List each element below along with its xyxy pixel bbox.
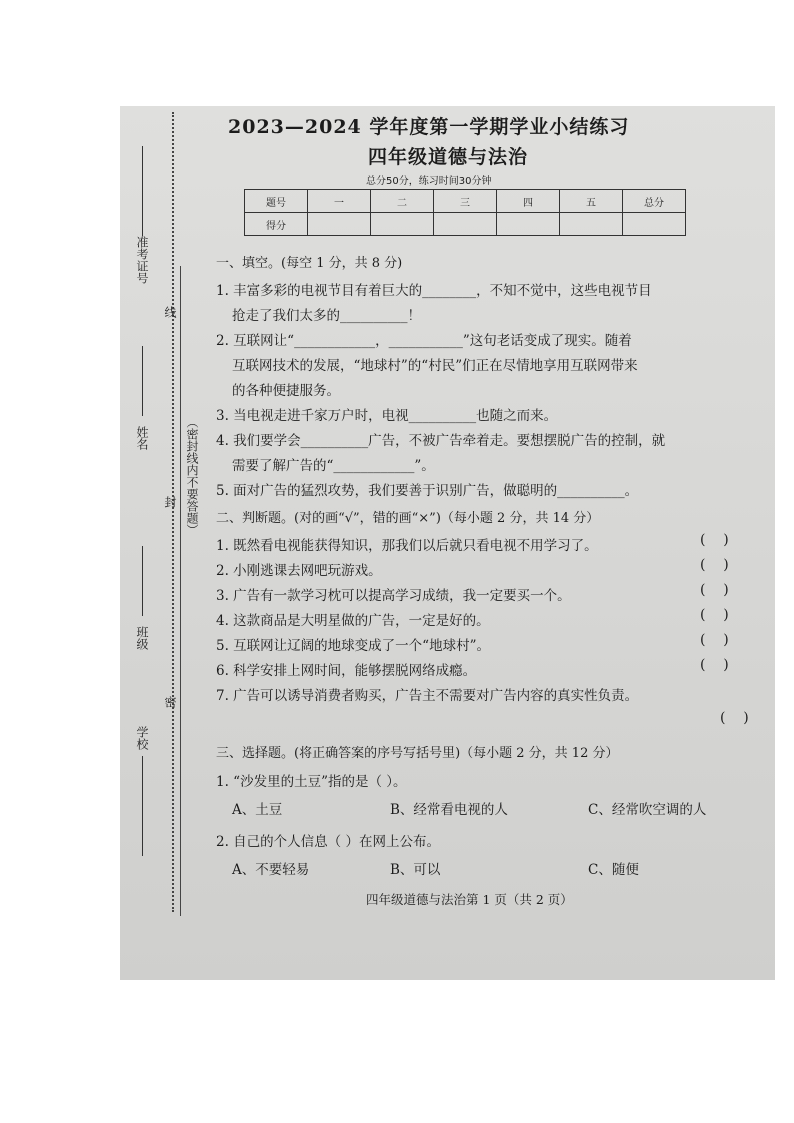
fill-line: 5. 面对广告的猛烈攻势，我们要善于识别广告，做聪明的__________。 [216, 483, 639, 499]
fill-line: 4. 我们要学会__________广告，不被广告牵着走。要想摆脱广告的控制，就 [216, 433, 666, 449]
score-cell: 五 [560, 190, 623, 213]
judge-answer-paren[interactable]: ( ) [700, 632, 729, 648]
choice-option[interactable]: B、可以 [390, 862, 441, 878]
choice-option[interactable]: A、不要轻易 [232, 862, 310, 878]
section2-heading: 二、判断题。(对的画“√”，错的画“×”)（每小题 2 分，共 14 分） [216, 511, 600, 526]
score-input-1[interactable] [308, 213, 371, 236]
xian-label: 线 [163, 306, 177, 318]
score-input-3[interactable] [434, 213, 497, 236]
choice-question-2: 2. 自己的个人信息（ ）在网上公布。 [216, 834, 440, 850]
judge-item: 6. 科学安排上网时间，能够摆脱网络成瘾。 [216, 663, 477, 679]
exam-title: 2023—2024 学年度第一学期学业小结练习 [228, 116, 630, 138]
choice-option[interactable]: B、经常看电视的人 [390, 802, 508, 818]
solid-seal-line [180, 266, 181, 916]
score-input-5[interactable] [560, 213, 623, 236]
score-row-header [245, 190, 686, 213]
seal-note: （密封线内不要答题） [185, 416, 199, 536]
feng-label: 封 [163, 496, 177, 508]
fill-line: 抢走了我们太多的__________！ [232, 308, 421, 324]
judge-answer-paren[interactable]: ( ) [700, 657, 729, 673]
score-input-2[interactable] [371, 213, 434, 236]
judge-item: 3. 广告有一款学习枕可以提高学习成绩，我一定要买一个。 [216, 588, 571, 604]
judge-answer-paren-last[interactable]: ( ) [720, 710, 749, 726]
score-cell: 二 [371, 190, 434, 213]
fill-line: 3. 当电视走进千家万户时，电视__________也随之而来。 [216, 408, 558, 424]
fill-line: 需要了解广告的“____________”。 [232, 458, 435, 474]
judge-answer-paren[interactable]: ( ) [700, 557, 729, 573]
choice-option[interactable]: C、随便 [588, 862, 639, 878]
fill-line: 互联网技术的发展，“地球村”的“村民”们正在尽情地享用互联网带来 [232, 358, 638, 374]
zkzh-blank [142, 146, 143, 236]
page-footer: 四年级道德与法治第 1 页（共 2 页） [366, 892, 573, 907]
fill-line: 1. 丰富多彩的电视节目有着巨大的________，不知不觉中，这些电视节目 [216, 283, 652, 299]
judge-item: 7. 广告可以诱导消费者购买，广告主不需要对广告内容的真实性负责。 [216, 688, 639, 704]
xingming-blank [142, 346, 143, 416]
score-row-values [245, 213, 686, 236]
xingming-label: 姓名 [135, 426, 149, 450]
score-cell: 题号 [245, 190, 308, 213]
banji-label: 班级 [135, 626, 149, 650]
dotted-seal-line [172, 112, 174, 912]
score-cell: 三 [434, 190, 497, 213]
score-cell: 得分 [245, 213, 308, 236]
fill-line: 的各种便捷服务。 [232, 383, 340, 399]
choice-option[interactable]: C、经常吹空调的人 [588, 802, 707, 818]
judge-answer-paren[interactable]: ( ) [700, 582, 729, 598]
judge-answer-paren[interactable]: ( ) [700, 532, 729, 548]
judge-answer-paren[interactable]: ( ) [700, 607, 729, 623]
exam-photo [120, 106, 775, 980]
xuexiao-label: 学校 [135, 726, 149, 750]
xuexiao-blank [142, 756, 143, 856]
judge-item: 2. 小刚逃课去网吧玩游戏。 [216, 563, 382, 579]
score-cell: 总分 [623, 190, 686, 213]
choice-option[interactable]: A、土豆 [232, 802, 283, 818]
score-input-4[interactable] [497, 213, 560, 236]
section1-heading: 一、填空。(每空 1 分，共 8 分) [216, 256, 403, 271]
score-cell: 四 [497, 190, 560, 213]
score-input-total[interactable] [623, 213, 686, 236]
zkzh-label: 准考证号 [135, 236, 149, 284]
seal-margin [120, 106, 200, 980]
score-table [244, 189, 686, 236]
banji-blank [142, 546, 143, 616]
section3-heading: 三、选择题。(将正确答案的序号写括号里)（每小题 2 分，共 12 分） [216, 746, 619, 761]
exam-subject: 四年级道德与法治 [368, 146, 529, 168]
judge-item: 5. 互联网让辽阔的地球变成了一个“地球村”。 [216, 638, 490, 654]
choice-question-1: 1. “沙发里的土豆”指的是（ ）。 [216, 774, 407, 790]
judge-item: 1. 既然看电视能获得知识，那我们以后就只看电视不用学习了。 [216, 538, 598, 554]
judge-item: 4. 这款商品是大明星做的广告，一定是好的。 [216, 613, 490, 629]
fill-line: 2. 互联网让“____________，___________”这句老话变成了现实。随着 [216, 333, 632, 349]
exam-info: 总分50分，练习时间30分钟 [366, 176, 492, 187]
score-cell: 一 [308, 190, 371, 213]
exam-content [210, 106, 775, 980]
mi-label: 密 [163, 696, 177, 708]
